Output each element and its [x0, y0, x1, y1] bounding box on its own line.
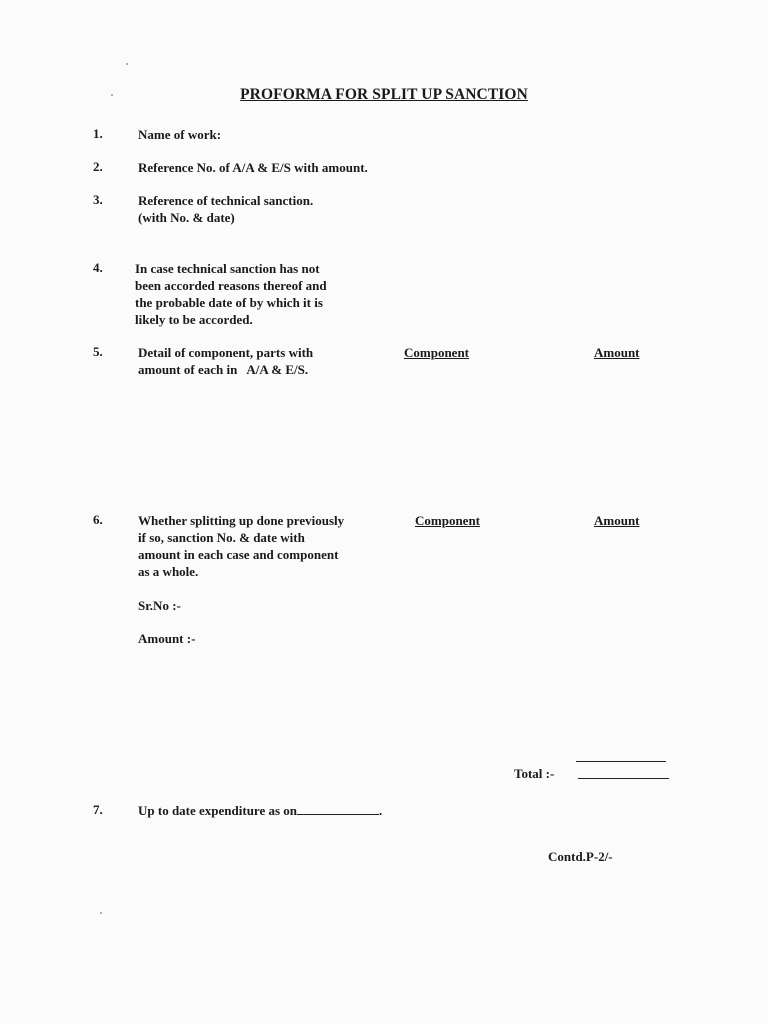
item-5-component-header: Component [404, 345, 470, 360]
item-5-text: Detail of component, parts with amount of each in A/A & E/S. [138, 345, 314, 377]
total-lower-line [578, 778, 669, 779]
item-1-text: Name of work: [138, 127, 222, 142]
amount-label: Amount :- [138, 631, 196, 646]
item-4-text: In case technical sanction has not been accorded reasons thereof and the probable date of by which it is likely to be accorded. [135, 261, 327, 327]
item-6-component-header: Component [415, 513, 481, 528]
scan-speck [126, 63, 128, 65]
scan-speck [100, 912, 102, 914]
item-1-number: 1. [93, 126, 103, 141]
item-4-number: 4. [93, 260, 103, 275]
item-6-number: 6. [93, 512, 103, 527]
item-2-text: Reference No. of A/A & E/S with amount. [138, 160, 368, 175]
item-5-amount-header: Amount [594, 345, 640, 360]
total-upper-line [576, 761, 666, 762]
item-5-number: 5. [93, 344, 103, 359]
item-6-text: Whether splitting up done previously if so, sanction No. & date with amount in each case and component as a whole. [138, 513, 345, 579]
page-title: PROFORMA FOR SPLIT UP SANCTION [240, 86, 528, 103]
item-7-number: 7. [93, 802, 103, 817]
item-3-text: Reference of technical sanction. (with No. & date) [138, 193, 314, 225]
item-7-text: Up to date expenditure as on . [138, 803, 383, 818]
sr-no-label: Sr.No :- [138, 598, 181, 613]
continued-note: Contd.P-2/- [548, 849, 613, 864]
total-label: Total :- [514, 766, 555, 781]
date-blank-line [297, 802, 379, 815]
item-2-number: 2. [93, 159, 103, 174]
item-3-number: 3. [93, 192, 103, 207]
item-6-amount-header: Amount [594, 513, 640, 528]
